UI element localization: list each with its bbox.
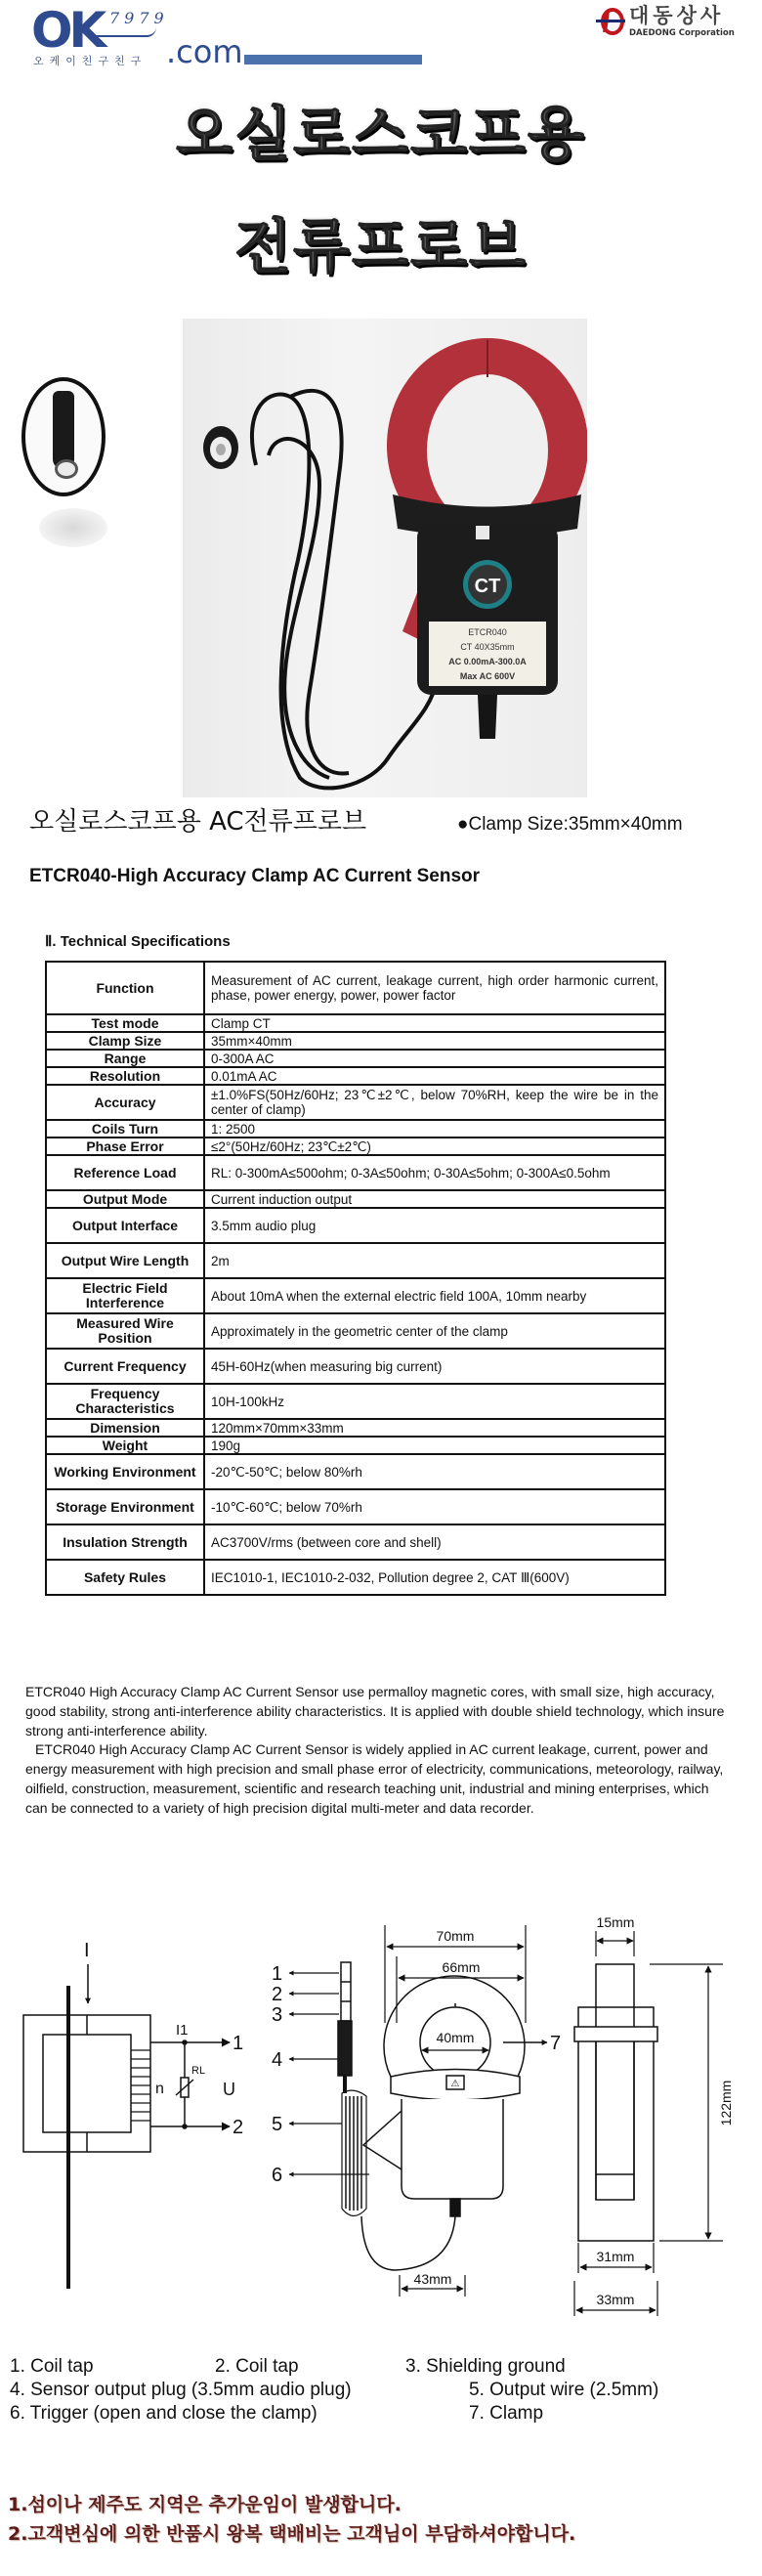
spec-value: IEC1010-1, IEC1010-2-032, Pollution degree 2, CAT Ⅲ(600V) <box>204 1560 665 1595</box>
note-line-2: 2.고객변심에 의한 반품시 왕복 택배비는 고객님이 부담하셔야합니다. <box>8 2523 576 2545</box>
callout-6: 6 <box>272 2165 283 2186</box>
legend-item-3: 3. Shielding ground <box>405 2356 566 2377</box>
dim-33mm: 33mm <box>596 2292 635 2307</box>
bnc-connector-icon <box>203 426 238 469</box>
spec-row <box>46 1208 665 1243</box>
spec-value: 120mm×70mm×33mm <box>204 1419 665 1437</box>
spec-value: 45H-60Hz(when measuring big current) <box>204 1349 665 1384</box>
plug-inset-photo <box>21 377 106 496</box>
spec-row <box>46 1313 665 1349</box>
spec-row <box>46 1243 665 1278</box>
clamp-sensor-illustration <box>183 319 587 797</box>
dim-40mm: 40mm <box>436 2030 475 2045</box>
spec-label: Accuracy <box>46 1085 204 1120</box>
legend-item-2: 2. Coil tap <box>215 2356 299 2377</box>
spec-row <box>46 1560 665 1595</box>
header-divider-bar <box>244 55 422 64</box>
spec-label: Range <box>46 1050 204 1067</box>
clamp-size-text: ●Clamp Size:35mm×40mm <box>457 814 683 835</box>
description <box>25 1683 729 1819</box>
spec-row <box>46 1067 665 1085</box>
logo-ok-text: OK <box>31 2 104 59</box>
clamp-front-view <box>338 1962 525 2270</box>
description-paragraph-2: ETCR040 High Accuracy Clamp AC Current Sensor is widely applied in AC current leakage, current, power and energy measurement with high precision and small phase error of electricity, communications, meteorology, railway, oilfield, construction, measurement, scientific and research teaching unit, industrial and mining enterprises, which can be connected to a variety of high precision digital multi-meter and data recorder. <box>25 1741 724 1816</box>
logo-number: 7979 <box>109 9 169 27</box>
note-line-1: 1.섬이나 제주도 지역은 추가운임이 발생합니다. <box>8 2494 402 2515</box>
spec-value: 3.5mm audio plug <box>204 1208 665 1243</box>
spec-row <box>46 1120 665 1138</box>
spec-label: Electric Field Interference <box>46 1278 204 1313</box>
logo-swoosh <box>92 27 156 37</box>
ct-badge-text: CT <box>474 576 501 597</box>
legend-row-2 <box>10 2379 752 2402</box>
label-load-RL: RL <box>191 2065 206 2077</box>
spec-label: Phase Error <box>46 1138 204 1155</box>
spec-row <box>46 1278 665 1313</box>
spec-value: 190g <box>204 1437 665 1454</box>
spec-label: Output Wire Length <box>46 1243 204 1278</box>
dim-70mm: 70mm <box>436 1928 475 1944</box>
callout-4: 4 <box>272 2049 283 2071</box>
legend-item-5: 5. Output wire (2.5mm) <box>469 2380 659 2400</box>
product-label <box>429 622 546 686</box>
spec-label: Safety Rules <box>46 1560 204 1595</box>
spec-label: Insulation Strength <box>46 1524 204 1560</box>
spec-row <box>46 1489 665 1524</box>
spec-value: Approximately in the geometric center of the clamp <box>204 1313 665 1349</box>
shipping-notes <box>8 2490 760 2549</box>
legend-item-1: 1. Coil tap <box>10 2356 94 2377</box>
label-terminal-1: 1 <box>233 2033 244 2054</box>
description-paragraph-1: ETCR040 High Accuracy Clamp AC Current Sensor use permalloy magnetic cores, with small size, high accuracy, good stability, strong anti-interference ability characteristics. It is applied with double shield technology, which insure strong anti-interference ability. <box>25 1684 725 1739</box>
hero-title-line1: 오실로스코프용 <box>176 101 586 169</box>
plug-body <box>53 391 74 469</box>
label-line-4: Max AC 600V <box>459 671 516 681</box>
label-turns-n: n <box>155 2081 164 2097</box>
dim-31mm: 31mm <box>596 2249 635 2264</box>
callout-1: 1 <box>272 1963 283 1985</box>
hero-title-line2: 전류프로브 <box>234 213 528 281</box>
callout-5: 5 <box>272 2114 283 2135</box>
product-photo <box>183 319 587 797</box>
ct-badge-icon <box>463 560 512 609</box>
daedong-logo[interactable] <box>596 4 752 39</box>
spec-row <box>46 1437 665 1454</box>
legend-item-7: 7. Clamp <box>469 2403 544 2424</box>
spec-row <box>46 1454 665 1489</box>
spec-label: Resolution <box>46 1067 204 1085</box>
spec-label: Coils Turn <box>46 1120 204 1138</box>
spec-label: Working Environment <box>46 1454 204 1489</box>
legend-row-3 <box>10 2402 752 2426</box>
dim-15mm: 15mm <box>596 1914 635 1930</box>
product-title: 오실로스코프용 AC전류프로브 <box>29 807 367 837</box>
spec-label: Current Frequency <box>46 1349 204 1384</box>
spec-row <box>46 1524 665 1560</box>
clamp-side-view <box>574 1964 657 2241</box>
daedong-d-icon <box>596 8 625 35</box>
spec-value: About 10mA when the external electric field 100A, 10mm nearby <box>204 1278 665 1313</box>
label-terminal-2: 2 <box>233 2117 244 2138</box>
spec-value: Measurement of AC current, leakage current, high order harmonic current, phase, power energy, power, power factor <box>204 962 665 1014</box>
company-name-korean: 대동상사 <box>629 4 725 27</box>
spec-row <box>46 1155 665 1190</box>
spec-label: Weight <box>46 1437 204 1454</box>
spec-label: Output Mode <box>46 1190 204 1208</box>
spec-value: ≤2°(50Hz/60Hz; 23℃±2℃) <box>204 1138 665 1155</box>
label-line-2: CT 40X35mm <box>460 642 515 652</box>
spec-label: Measured Wire Position <box>46 1313 204 1349</box>
spec-table <box>45 961 666 1596</box>
spec-value: Clamp CT <box>204 1014 665 1032</box>
spec-row <box>46 1032 665 1050</box>
dim-122mm: 122mm <box>718 2080 734 2126</box>
spec-value: RL: 0-300mA≤500ohm; 0-3A≤50ohm; 0-30A≤5ohm; 0-300A≤0.5ohm <box>204 1155 665 1190</box>
callout-3: 3 <box>272 2004 283 2026</box>
dim-43mm: 43mm <box>413 2271 452 2287</box>
spec-value: 10H-100kHz <box>204 1384 665 1419</box>
callout-2: 2 <box>272 1984 283 2005</box>
label-line-1: ETCR040 <box>468 627 507 637</box>
product-subtitle: ETCR040-High Accuracy Clamp AC Current Sensor <box>29 866 481 886</box>
spec-label: Clamp Size <box>46 1032 204 1050</box>
logo-korean: 오케이친구친구 <box>33 55 148 67</box>
legend-item-4: 4. Sensor output plug (3.5mm audio plug) <box>10 2380 352 2400</box>
spec-label: Dimension <box>46 1419 204 1437</box>
spec-value: AC3700V/rms (between core and shell) <box>204 1524 665 1560</box>
spec-value: 0-300A AC <box>204 1050 665 1067</box>
spec-heading: Ⅱ. Technical Specifications <box>45 933 231 950</box>
spec-value: ±1.0%FS(50Hz/60Hz; 23℃±2℃, below 70%RH, keep the wire be in the center of clamp) <box>204 1085 665 1120</box>
legend-item-6: 6. Trigger (open and close the clamp) <box>10 2403 318 2424</box>
spec-row <box>46 1138 665 1155</box>
inset-shadow <box>39 508 107 547</box>
company-name-english: DAEDONG Corporation <box>629 28 735 38</box>
callout-7: 7 <box>550 2033 562 2054</box>
spec-label: Function <box>46 962 204 1014</box>
spec-label: Storage Environment <box>46 1489 204 1524</box>
spec-label: Frequency Characteristics <box>46 1384 204 1419</box>
dim-66mm: 66mm <box>442 1959 481 1975</box>
spec-value: Current induction output <box>204 1190 665 1208</box>
spec-value: 35mm×40mm <box>204 1032 665 1050</box>
label-current-I: I <box>84 1940 90 1961</box>
spec-label: Reference Load <box>46 1155 204 1190</box>
circuit-schematic <box>23 1964 230 2289</box>
spec-value: 0.01mA AC <box>204 1067 665 1085</box>
clamp-body-icon <box>393 494 581 739</box>
logo-domain: .com <box>166 33 243 70</box>
legend-row-1 <box>10 2355 752 2379</box>
label-voltage-U: U <box>223 2080 235 2099</box>
spec-row <box>46 1419 665 1437</box>
spec-row <box>46 1050 665 1067</box>
spec-row <box>46 1014 665 1032</box>
spec-label: Output Interface <box>46 1208 204 1243</box>
plug-tip <box>55 459 78 479</box>
diagram-legend <box>10 2355 752 2426</box>
spec-value: -10℃-60℃; below 70%rh <box>204 1489 665 1524</box>
spec-value: -20℃-50℃; below 80%rh <box>204 1454 665 1489</box>
spec-label: Test mode <box>46 1014 204 1032</box>
spec-row <box>46 1349 665 1384</box>
label-line-3: AC 0.00mA-300.0A <box>448 657 527 666</box>
spec-row <box>46 1190 665 1208</box>
label-current-I1: I1 <box>176 2022 189 2039</box>
spec-row <box>46 1085 665 1120</box>
diagram-svg <box>0 1906 762 2336</box>
spec-row <box>46 1384 665 1419</box>
dimension-diagram <box>0 1906 762 2336</box>
spec-value: 2m <box>204 1243 665 1278</box>
spec-row <box>46 962 665 1014</box>
spec-value: 1: 2500 <box>204 1120 665 1138</box>
warning-glyph: ⚠ <box>450 2079 460 2089</box>
